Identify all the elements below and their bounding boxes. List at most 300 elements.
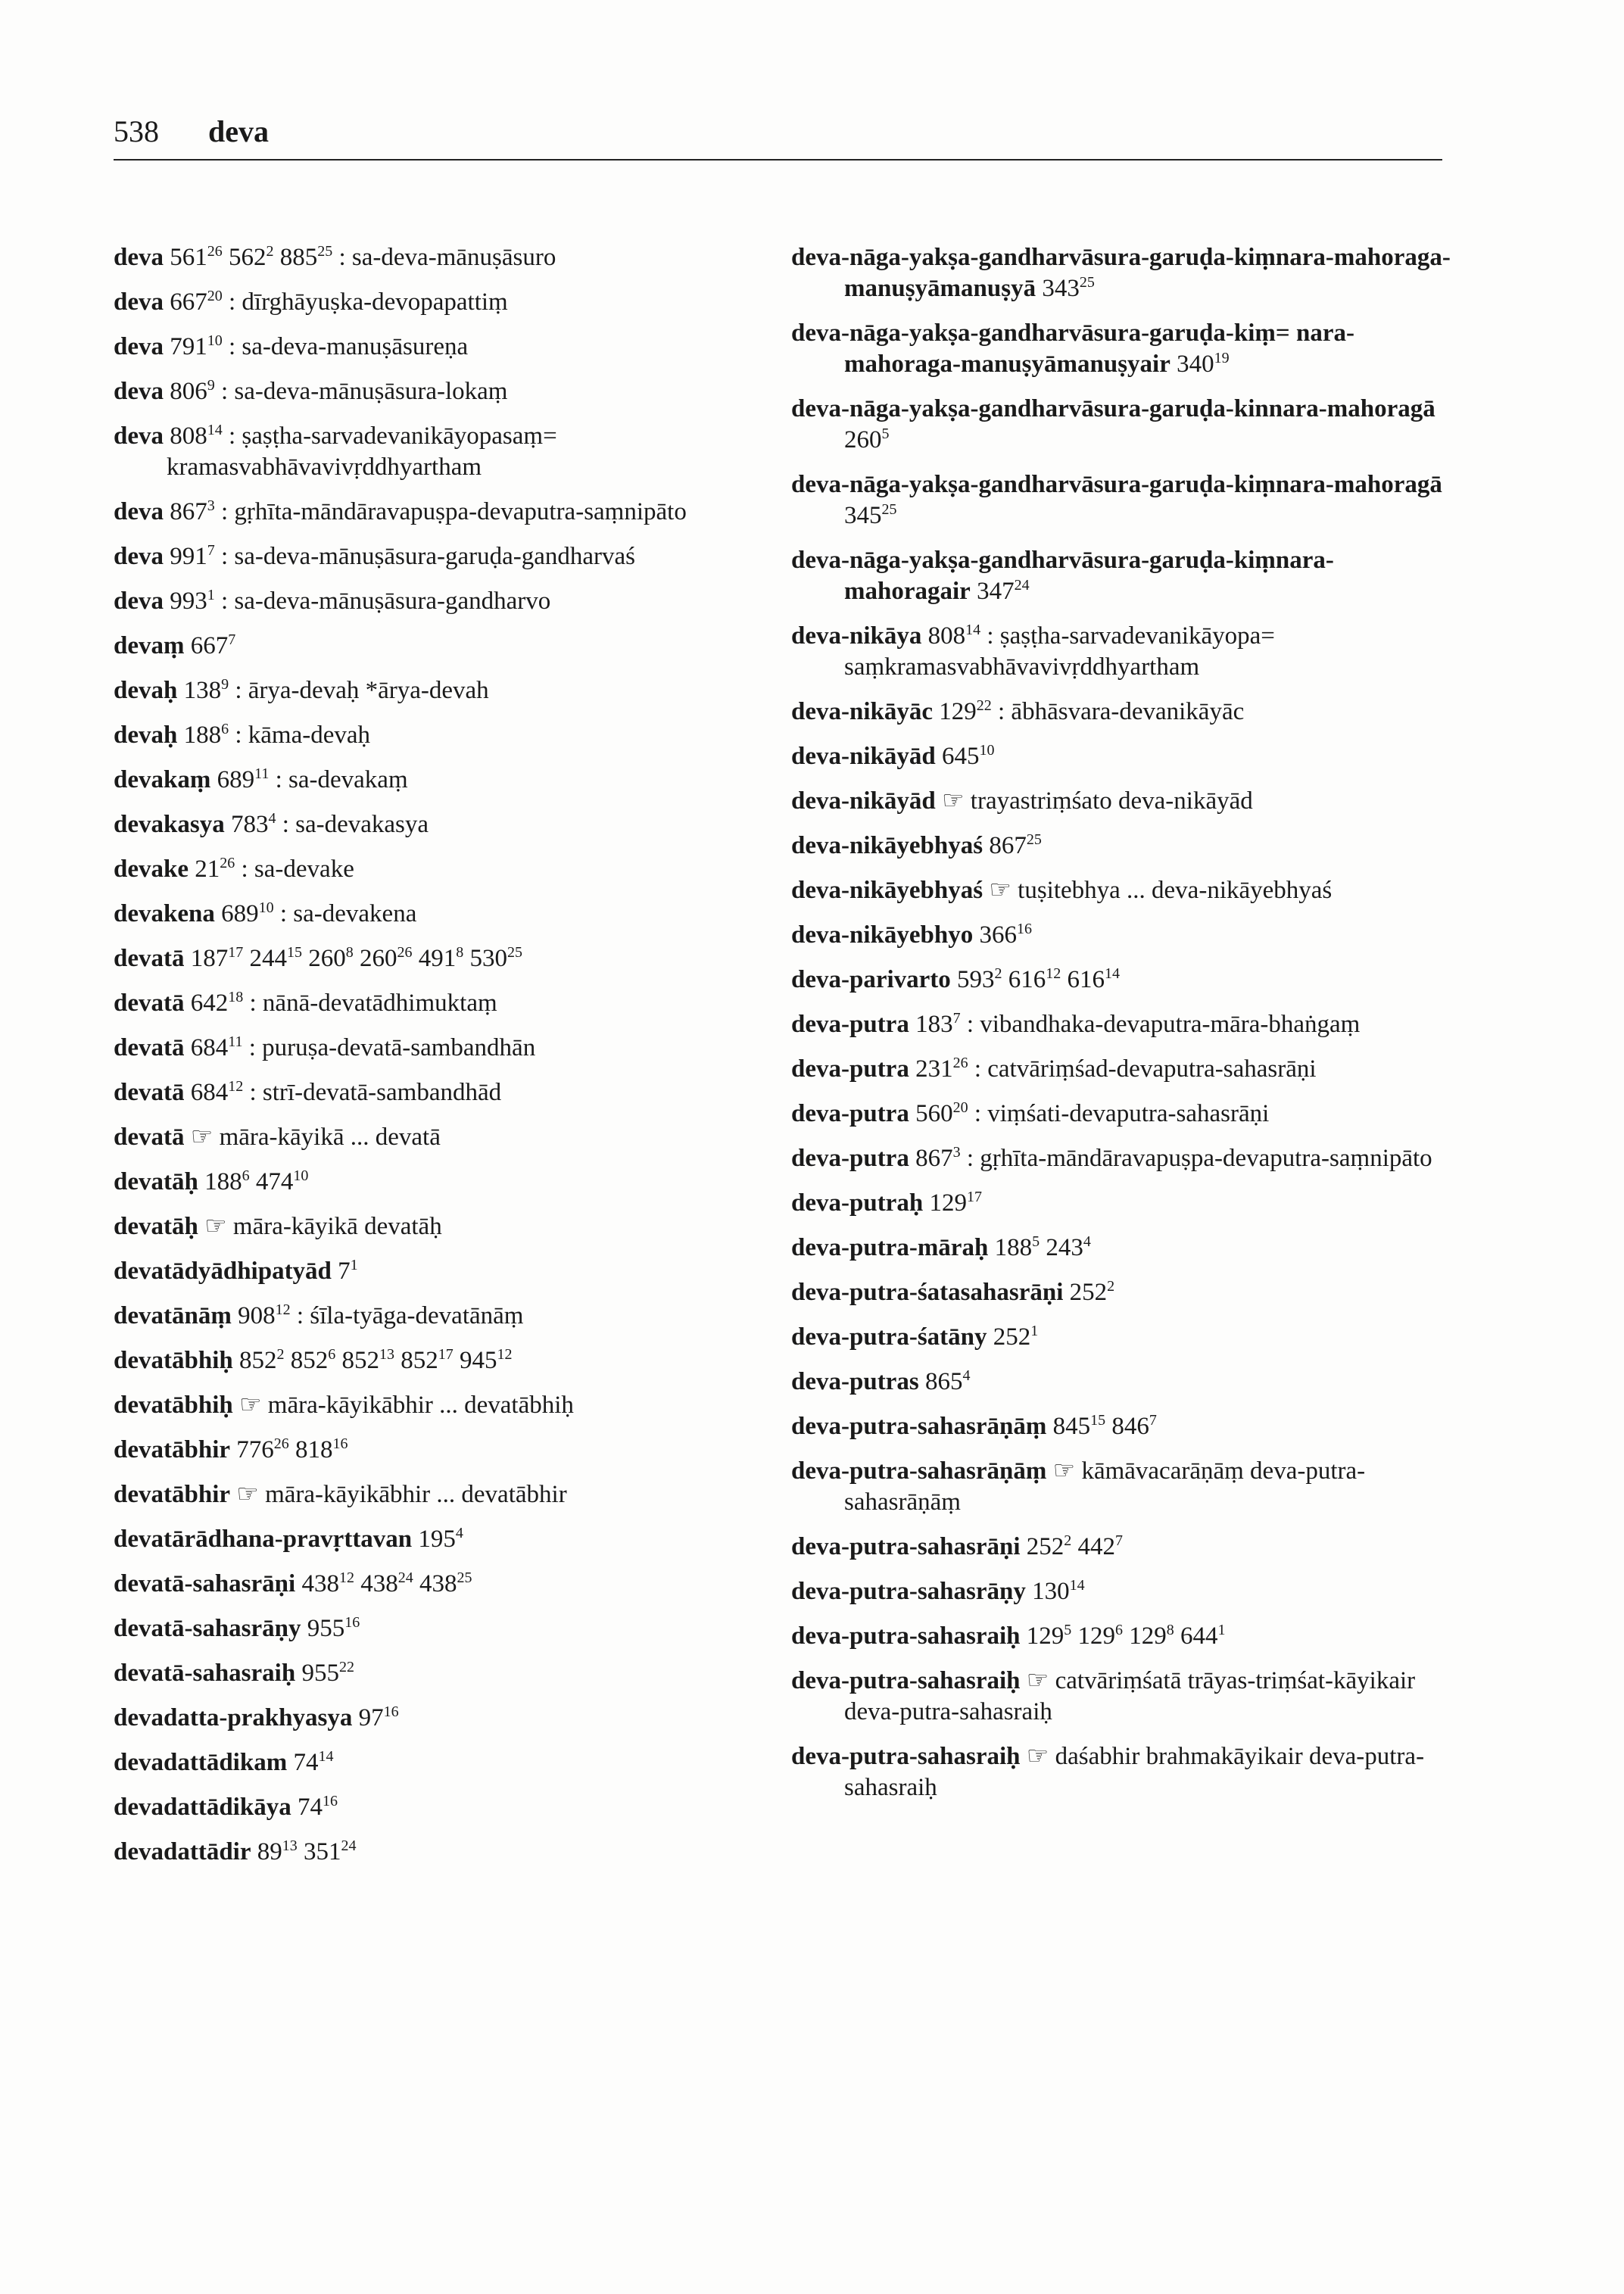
- dictionary-entry: [114, 497, 810, 528]
- entry-headword: deva-nāga-yakṣa-gandharvāsura-garuḍa-kiṃ= nara-mahoraga-manuṣyāmanuṣyair: [791, 319, 1354, 378]
- reference-line: 20: [207, 288, 223, 304]
- reference: [170, 288, 223, 316]
- reference-line: 18: [228, 989, 244, 1005]
- entry-headword: deva-parivarto: [791, 966, 951, 993]
- reference-page: 252: [1026, 1533, 1064, 1560]
- reference-line: 16: [1016, 921, 1032, 937]
- entry-headword: devatā: [114, 1124, 185, 1151]
- entry-headword: deva-putra-śatāny: [791, 1323, 987, 1351]
- dictionary-entry: [114, 242, 810, 273]
- reference-line: 7: [228, 631, 236, 648]
- reference-line: 6: [221, 721, 229, 737]
- reference-page: 129: [1077, 1622, 1116, 1650]
- reference-line: 2: [266, 243, 274, 260]
- reference-line: 4: [962, 1367, 971, 1384]
- entry-headword: deva: [114, 288, 164, 316]
- dictionary-entry: [114, 1167, 810, 1198]
- reference: [979, 921, 1032, 949]
- entry-headword: devatā: [114, 1079, 185, 1106]
- reference-line: 19: [1214, 350, 1230, 366]
- dictionary-entry: [114, 988, 810, 1019]
- entry-headword: devatāḥ: [114, 1213, 198, 1240]
- reference-line: 9: [207, 377, 215, 394]
- reference: [229, 244, 274, 271]
- reference-line: 14: [1105, 965, 1121, 982]
- entry-headword: devaḥ: [114, 722, 178, 749]
- reference: [304, 1838, 357, 1865]
- reference-page: 366: [979, 921, 1017, 949]
- reference-page: 955: [307, 1615, 345, 1642]
- reference-page: 791: [170, 333, 207, 360]
- reference: [308, 945, 354, 972]
- dictionary-entry: [791, 1741, 1457, 1803]
- reference-page: 867: [989, 832, 1027, 859]
- reference-page: 252: [1069, 1279, 1108, 1306]
- reference-page: 818: [295, 1436, 333, 1463]
- reference-line: 2: [994, 965, 1002, 982]
- entry-headword: devadattādikāya: [114, 1794, 291, 1821]
- reference-line: 14: [318, 1748, 334, 1765]
- reference-page: 689: [217, 766, 255, 793]
- entry-gloss: ☞ tuṣitebhya ... deva-nikāyebhyaś: [989, 877, 1333, 904]
- reference-line: 7: [952, 1010, 961, 1027]
- reference: [170, 333, 223, 360]
- reference-line: 4: [268, 810, 276, 827]
- entry-headword: devatānāṃ: [114, 1302, 232, 1329]
- entry-gloss: ☞ māra-kāyikābhir ... devatābhir: [236, 1481, 567, 1508]
- entry-gloss: ☞ catvāriṃśatā trāyas-triṃśat-kāyikair deva-putra-sahasraiḥ: [844, 1667, 1416, 1725]
- reference-page: 491: [418, 945, 457, 972]
- reference: [221, 900, 274, 927]
- reference: [191, 990, 244, 1017]
- reference-line: 17: [966, 1189, 982, 1205]
- dictionary-entry: [114, 675, 810, 706]
- dictionary-entry: [114, 421, 810, 483]
- reference: [1078, 1622, 1124, 1650]
- reference-line: 24: [341, 1837, 357, 1854]
- reference: [929, 1189, 982, 1217]
- dictionary-entry: [791, 394, 1457, 456]
- entry-gloss: : vibandhaka-devaputra-māra-bhaṅgaṃ: [966, 1011, 1361, 1038]
- entry-headword: deva: [114, 543, 164, 570]
- entry-gloss: ☞ māra-kāyikābhir ... devatābhiḥ: [238, 1392, 574, 1419]
- reference-line: 8: [1166, 1622, 1174, 1638]
- reference-line: 1: [1030, 1323, 1039, 1339]
- reference-page: 530: [469, 945, 507, 972]
- dictionary-entry: [114, 1747, 810, 1778]
- entry-headword: deva-nikāyād: [791, 743, 936, 770]
- reference-page: 852: [341, 1347, 379, 1374]
- reference-page: 188: [183, 722, 222, 749]
- entry-headword: deva-nikāyebhyaś: [791, 877, 983, 904]
- reference: [359, 1704, 399, 1731]
- entry-headword: deva-putra: [791, 1145, 909, 1172]
- reference-page: 129: [1026, 1622, 1064, 1650]
- entry-headword: devatādyādhipatyād: [114, 1258, 332, 1285]
- entry-headword: deva-putra: [791, 1100, 909, 1127]
- entry-headword: deva-putra-śatasahasrāṇi: [791, 1279, 1064, 1306]
- reference: [170, 422, 223, 450]
- dictionary-entry: [114, 1122, 810, 1153]
- entry-headword: devatā: [114, 990, 185, 1017]
- reference-page: 260: [360, 945, 397, 972]
- reference-page: 129: [929, 1189, 967, 1217]
- reference: [993, 1323, 1039, 1351]
- reference: [1180, 1622, 1226, 1650]
- reference-line: 10: [979, 742, 995, 759]
- dictionary-entry: [791, 1277, 1457, 1308]
- entry-headword: devadattādikam: [114, 1749, 288, 1776]
- reference-line: 25: [507, 944, 522, 961]
- dictionary-entry: [791, 1099, 1457, 1130]
- entry-headword: deva: [114, 378, 164, 405]
- entry-gloss: : puruṣa-devatā-sambandhān: [248, 1034, 536, 1061]
- entry-headword: devatābhir: [114, 1436, 231, 1463]
- entry-gloss: : sa-devakaṃ: [275, 766, 408, 793]
- reference-line: 3: [952, 1144, 961, 1161]
- reference-line: 2: [1107, 1278, 1115, 1295]
- reference-page: 187: [190, 945, 229, 972]
- reference: [291, 1347, 336, 1374]
- reference: [470, 945, 523, 972]
- reference-line: 17: [228, 944, 244, 961]
- reference-line: 12: [275, 1301, 291, 1318]
- reference-line: 20: [952, 1099, 968, 1116]
- entry-gloss: : ṣaṣṭha-sarvadevanikāyopasaṃ= kramasvabhāvavivṛddhyartham: [167, 422, 557, 481]
- entry-gloss: ☞ māra-kāyikā ... devatā: [190, 1124, 441, 1151]
- reference-line: 12: [228, 1078, 244, 1095]
- dictionary-entry: [114, 586, 810, 617]
- entry-headword: deva-nikāyād: [791, 787, 936, 815]
- entry-headword: deva-nikāyebhyaś: [791, 832, 983, 859]
- reference-line: 26: [397, 944, 413, 961]
- reference: [191, 1079, 244, 1106]
- reference-line: 8: [456, 944, 464, 961]
- reference-page: 21: [195, 856, 220, 883]
- entry-headword: devakasya: [114, 811, 225, 838]
- reference-page: 667: [170, 288, 207, 316]
- reference-line: 16: [332, 1435, 348, 1452]
- reference-line: 13: [282, 1837, 298, 1854]
- entry-gloss: : sa-deva-mānuṣāsura-lokaṃ: [221, 378, 508, 405]
- reference-page: 867: [170, 498, 207, 525]
- entry-headword: deva-nikāya: [791, 622, 922, 650]
- reference-page: 130: [1032, 1578, 1070, 1605]
- reference-line: 2: [276, 1346, 285, 1363]
- reference-page: 438: [419, 1570, 457, 1597]
- entry-headword: deva-nāga-yakṣa-gandharvāsura-garuḍa-kinnara-mahoragā: [791, 395, 1435, 422]
- reference: [170, 588, 215, 615]
- reference-page: 865: [924, 1368, 963, 1395]
- reference: [1129, 1622, 1174, 1650]
- dictionary-entry: [791, 1666, 1457, 1728]
- reference-page: 442: [1077, 1533, 1116, 1560]
- dictionary-entry: [114, 1479, 810, 1510]
- reference-page: 642: [190, 990, 229, 1017]
- reference-page: 667: [190, 632, 229, 659]
- entry-headword: devadattādir: [114, 1838, 251, 1865]
- reference: [360, 1570, 413, 1597]
- entry-gloss: : ārya-devaḥ *ārya-devah: [235, 677, 489, 704]
- dictionary-entry: [114, 1658, 810, 1689]
- entry-gloss: : viṃśati-devaputra-sahasrāṇi: [974, 1100, 1270, 1127]
- reference-page: 616: [1067, 966, 1105, 993]
- entry-headword: devakaṃ: [114, 766, 211, 793]
- entry-gloss: : sa-devakasya: [282, 811, 429, 838]
- entry-gloss: : ābhāsvara-devanikāyāc: [998, 698, 1245, 725]
- entry-headword: deva-putra-sahasraiḥ: [791, 1622, 1021, 1650]
- reference-line: 24: [1014, 577, 1030, 594]
- reference: [204, 1168, 250, 1195]
- dictionary-entry: [114, 1301, 810, 1332]
- dictionary-entry: [791, 1143, 1457, 1174]
- reference-page: 252: [993, 1323, 1031, 1351]
- reference: [1027, 1533, 1072, 1560]
- entry-headword: deva: [114, 422, 164, 450]
- entry-headword: deva: [114, 244, 164, 271]
- reference: [257, 1838, 298, 1865]
- reference-line: 16: [383, 1703, 399, 1720]
- reference: [256, 1168, 309, 1195]
- reference-page: 684: [190, 1079, 229, 1106]
- reference-line: 10: [293, 1167, 309, 1184]
- reference: [942, 743, 995, 770]
- reference: [1111, 1413, 1157, 1440]
- reference-line: 3: [207, 497, 215, 514]
- reference: [844, 502, 897, 529]
- reference-line: 6: [242, 1167, 250, 1184]
- reference-page: 689: [221, 900, 259, 927]
- reference-line: 12: [497, 1346, 513, 1363]
- reference-line: 5: [1064, 1622, 1072, 1638]
- dictionary-entry: [114, 1524, 810, 1555]
- dictionary-entry: [114, 765, 810, 796]
- left-column: [114, 242, 810, 1881]
- reference-page: 188: [204, 1168, 242, 1195]
- entry-headword: deva-putra: [791, 1011, 909, 1038]
- reference-page: 74: [297, 1794, 323, 1821]
- reference-line: 12: [1046, 965, 1061, 982]
- reference: [360, 945, 413, 972]
- reference: [418, 1526, 463, 1553]
- entry-gloss: : śīla-tyāga-devatānāṃ: [296, 1302, 524, 1329]
- dictionary-entry: [114, 809, 810, 840]
- reference-page: 852: [238, 1347, 277, 1374]
- entry-gloss: : gṛhīta-māndāravapuṣpa-devaputra-saṃnipāto: [221, 498, 687, 525]
- reference-line: 7: [1115, 1532, 1124, 1549]
- reference-line: 26: [207, 243, 223, 260]
- reference-line: 26: [952, 1055, 968, 1071]
- reference-line: 5: [1032, 1233, 1040, 1250]
- reference-line: 9: [221, 676, 229, 693]
- reference: [419, 945, 464, 972]
- reference: [250, 945, 303, 972]
- reference-page: 74: [293, 1749, 319, 1776]
- entry-headword: deva-putra-sahasraiḥ: [791, 1667, 1021, 1694]
- entry-headword: devake: [114, 856, 189, 883]
- reference-line: 13: [379, 1346, 394, 1363]
- dictionary-entry: [114, 1792, 810, 1823]
- reference-line: 14: [965, 622, 981, 638]
- entry-gloss: : sa-deva-mānuṣāsura-garuḍa-gandharvaś: [221, 543, 635, 570]
- dictionary-entry: [791, 1576, 1457, 1607]
- reference: [1177, 351, 1230, 378]
- reference: [1046, 1234, 1091, 1261]
- reference-line: 25: [1026, 831, 1042, 848]
- entry-headword: deva: [114, 588, 164, 615]
- entry-headword: devatābhiḥ: [114, 1347, 233, 1374]
- dictionary-entry: [114, 1077, 810, 1108]
- dictionary-entry: [791, 697, 1457, 728]
- entry-headword: deva: [114, 333, 164, 360]
- reference-line: 6: [1115, 1622, 1124, 1638]
- dictionary-entry: [791, 1322, 1457, 1353]
- reference-page: 806: [170, 378, 207, 405]
- entry-headword: devaḥ: [114, 677, 178, 704]
- reference-line: 10: [207, 332, 223, 349]
- entry-gloss: : sa-deva-manuṣāsureṇa: [229, 333, 469, 360]
- reference-line: 8: [345, 944, 354, 961]
- entry-headword: deva-putras: [791, 1368, 919, 1395]
- reference: [191, 945, 244, 972]
- reference: [195, 856, 235, 883]
- reference-page: 474: [255, 1168, 294, 1195]
- dictionary-entry: [791, 1054, 1457, 1085]
- reference: [191, 1034, 243, 1061]
- reference: [844, 426, 890, 454]
- reference: [1008, 966, 1061, 993]
- dictionary-entry: [791, 875, 1457, 906]
- dictionary-entry: [791, 965, 1457, 996]
- dictionary-entry: [114, 1345, 810, 1376]
- reference-page: 438: [360, 1570, 398, 1597]
- entry-headword: devakena: [114, 900, 215, 927]
- reference: [217, 766, 270, 793]
- entry-headword: devatā-sahasraiḥ: [114, 1660, 296, 1687]
- reference: [928, 622, 981, 650]
- reference: [995, 1234, 1040, 1261]
- reference: [239, 1347, 285, 1374]
- dictionary-entry: [114, 720, 810, 751]
- reference: [170, 543, 215, 570]
- reference: [1042, 275, 1095, 302]
- entry-gloss: : catvāriṃśad-devaputra-sahasrāṇi: [974, 1055, 1317, 1083]
- dictionary-entry: [114, 899, 810, 930]
- reference-line: 14: [1069, 1577, 1085, 1594]
- reference: [307, 1615, 360, 1642]
- reference: [989, 832, 1042, 859]
- entry-gloss: : sa-devakena: [279, 900, 417, 927]
- dictionary-entry: [791, 1532, 1457, 1563]
- dictionary-entry: [791, 786, 1457, 817]
- dictionary-entry: [114, 332, 810, 363]
- reference-page: 129: [939, 698, 977, 725]
- entry-headword: deva-nāga-yakṣa-gandharvāsura-garuḍa-kiṃnara-mahoraga-manuṣyāmanuṣyā: [791, 244, 1451, 302]
- dictionary-entry: [791, 469, 1457, 531]
- reference-line: 10: [258, 899, 274, 916]
- dictionary-entry: [114, 1435, 810, 1466]
- reference-page: 955: [301, 1660, 339, 1687]
- dictionary-entry: [791, 831, 1457, 862]
- reference: [1068, 966, 1121, 993]
- reference-page: 97: [358, 1704, 384, 1731]
- reference-line: 12: [338, 1569, 354, 1586]
- entry-headword: devatā-sahasrāṇy: [114, 1615, 301, 1642]
- reference-page: 351: [304, 1838, 341, 1865]
- dictionary-entry: [114, 943, 810, 974]
- entry-headword: deva-putra: [791, 1055, 909, 1083]
- dictionary-entry: [791, 920, 1457, 951]
- entry-headword: deva-nikāyebhyo: [791, 921, 974, 949]
- reference-page: 846: [1111, 1413, 1149, 1440]
- reference: [301, 1660, 354, 1687]
- reference-page: 783: [230, 811, 269, 838]
- dictionary-entry: [114, 1390, 810, 1421]
- reference: [170, 378, 215, 405]
- reference: [977, 578, 1030, 605]
- reference: [184, 722, 229, 749]
- reference-page: 260: [844, 426, 882, 454]
- reference: [341, 1347, 394, 1374]
- reference: [231, 811, 276, 838]
- reference: [1070, 1279, 1115, 1306]
- reference: [295, 1436, 348, 1463]
- reference: [957, 966, 1002, 993]
- dictionary-entry: [791, 1009, 1457, 1040]
- header-rule: [114, 159, 1442, 161]
- reference-line: 26: [220, 855, 235, 871]
- entry-headword: deva-nikāyāc: [791, 698, 934, 725]
- reference-page: 808: [170, 422, 207, 450]
- reference-line: 1: [350, 1257, 358, 1273]
- dictionary-entry: [114, 1256, 810, 1287]
- entry-gloss: ☞ trayastriṃśato deva-nikāyād: [941, 787, 1253, 815]
- reference-page: 231: [915, 1055, 953, 1083]
- entry-headword: deva-nāga-yakṣa-gandharvāsura-garuḍa-kiṃnara-mahoragā: [791, 471, 1442, 498]
- reference-page: 243: [1046, 1234, 1083, 1261]
- reference-page: 345: [844, 502, 882, 529]
- reference-line: 25: [317, 243, 333, 260]
- reference-line: 11: [254, 765, 270, 782]
- reference-line: 24: [397, 1569, 413, 1586]
- reference-page: 908: [238, 1302, 276, 1329]
- dictionary-entry: [791, 1456, 1457, 1518]
- reference-page: 183: [915, 1011, 953, 1038]
- dictionary-entry: [791, 1367, 1457, 1398]
- dictionary-entry: [114, 1569, 810, 1600]
- reference-page: 867: [915, 1145, 953, 1172]
- entry-headword: devatābhir: [114, 1481, 231, 1508]
- reference: [236, 1436, 289, 1463]
- reference-line: 15: [287, 944, 302, 961]
- reference-line: 7: [1149, 1412, 1157, 1429]
- dictionary-entry: [114, 1613, 810, 1644]
- entry-headword: deva-putraḥ: [791, 1189, 924, 1217]
- entry-headword: deva-putra-sahasrāṇāṃ: [791, 1457, 1047, 1485]
- entry-headword: devaṃ: [114, 632, 185, 659]
- reference: [925, 1368, 971, 1395]
- reference-line: 16: [344, 1614, 360, 1631]
- entry-gloss: : kāma-devaḥ: [235, 722, 371, 749]
- reference-line: 11: [228, 1033, 243, 1050]
- reference-page: 776: [236, 1436, 274, 1463]
- entry-headword: deva-putra-sahasrāṇi: [791, 1533, 1021, 1560]
- entry-headword: deva-putra-sahasraiḥ: [791, 1743, 1021, 1770]
- reference: [293, 1749, 333, 1776]
- reference-line: 5: [881, 425, 890, 442]
- entry-headword: devatā-sahasrāṇi: [114, 1570, 296, 1597]
- entry-headword: deva-putra-māraḥ: [791, 1234, 989, 1261]
